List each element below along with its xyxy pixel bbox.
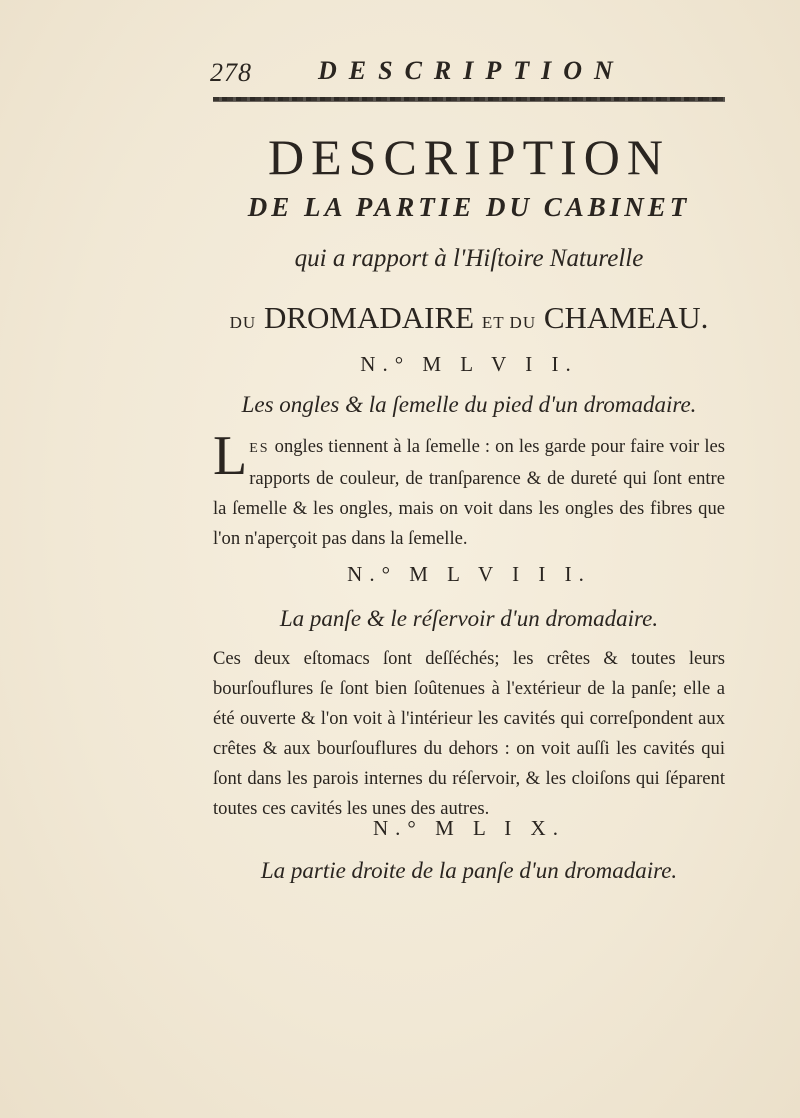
page-number: 278 [210, 58, 252, 87]
subtitle-du-1: DU [229, 313, 257, 332]
subtitle-chameau: CHAMEAU. [543, 300, 709, 335]
entry-number-1059: N.° M L I X. [373, 816, 565, 840]
subtitle-cabinet: DE LA PARTIE DU CABINET [247, 192, 691, 222]
entry-number-1057: N.° M L V I I. [360, 352, 578, 376]
entry-title-1059: La partie droite de la panſe d'un dromadaire. [260, 858, 678, 883]
drop-cap: L [213, 425, 248, 487]
entry-body-1057: ongles tiennent à la ſemelle : on les garde pour faire voir les rapports de couleur, de tranſparence & de dureté qui ſont entre la ſemelle & les ongles, mais on voit dans les ongles des fibres que l'on n'aperçoit pas dans la ſemelle. [213, 436, 725, 549]
entry-text-1058: Ces deux eſtomacs ſont deſſéchés; les crêtes & toutes leurs bourſouflures ſe ſont bien ſoûtenues à l'extérieur de la panſe; elle a été ouverte & l'on voit à l'intérieur les cavités qui correſpondent aux crêtes & aux bourſouflures du dehors : on voit auſſi les cavités qui ſont dans les parois internes du réſervoir, & les cloiſons qui ſéparent toutes ces cavités les unes des autres. [213, 648, 725, 819]
subtitle-histoire: qui a rapport à l'Hiſtoire Naturelle [294, 245, 644, 272]
main-title: DESCRIPTION [267, 129, 671, 185]
running-title: DESCRIPTION [318, 56, 625, 85]
running-head [210, 56, 730, 92]
entry-number-1058: N.° M L V I I I. [347, 562, 591, 586]
entry-text-1057 [213, 425, 725, 554]
entry-title-1058: La panſe & le réſervoir d'un dromadaire. [279, 606, 659, 631]
subtitle-animals [213, 300, 725, 336]
subtitle-et-du: ET DU [481, 313, 537, 332]
subtitle-dromadaire: DROMADAIRE [263, 300, 475, 335]
lead-smallcaps: ES [249, 441, 270, 456]
entry-title-1057: Les ongles & la ſemelle du pied d'un dromadaire. [241, 392, 697, 417]
header-rule [213, 97, 725, 102]
